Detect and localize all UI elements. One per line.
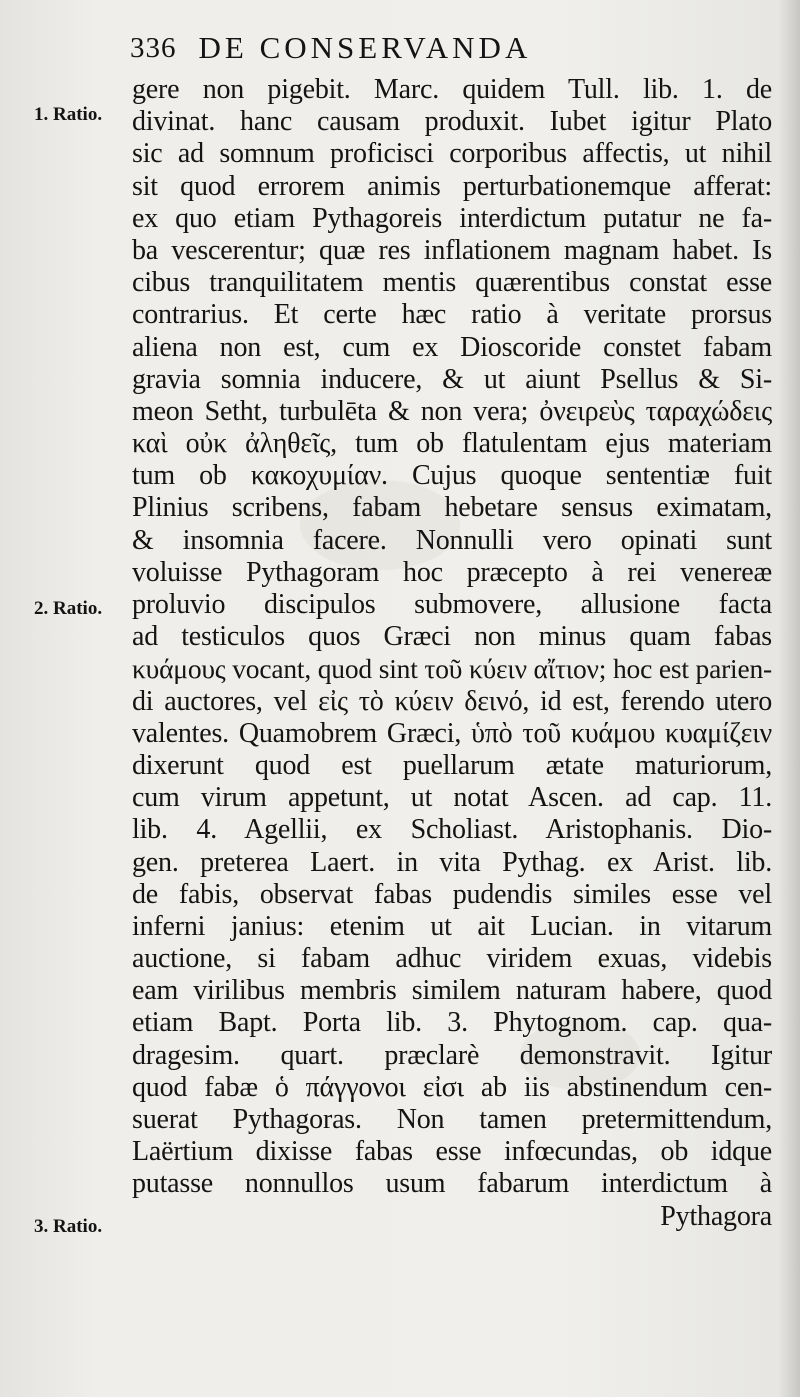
text-line: voluisse Pythagoram hoc præcepto à rei venereæ bbox=[132, 556, 772, 588]
text-line: contrarius. Et certe hæc ratio à veritate prorsus bbox=[132, 299, 772, 331]
margin-note-ratio-1: 1. Ratio. bbox=[34, 104, 103, 125]
text-line: sit quod errorem animis perturbationemque afferat: bbox=[132, 170, 772, 202]
main-text-block bbox=[132, 74, 772, 1233]
text-line: de fabis, observat fabas pudendis similes esse vel bbox=[132, 878, 772, 910]
text-line: inferni janius: etenim ut ait Lucian. in vitarum bbox=[132, 910, 772, 942]
text-line: quod fabæ ὁ πάγγονοι εἰσι ab iis abstinendum cen- bbox=[132, 1071, 772, 1103]
text-line: suerat Pythagoras. Non tamen pretermittendum, bbox=[132, 1104, 772, 1135]
text-line: putasse nonnullos usum fabarum interdictum à bbox=[132, 1168, 772, 1200]
running-title: DE CONSERVANDA bbox=[198, 30, 532, 65]
text-line: proluvio discipulos submovere, allusione facta bbox=[132, 589, 772, 620]
text-line: ba vescerentur; quæ res inflationem magnam habet. Is bbox=[132, 234, 772, 266]
text-line: meon Setht, turbulēta & non vera; ὀνειρεὺς ταραχώδεις bbox=[132, 395, 772, 427]
text-line: eam virilibus membris similem naturam habere, quod bbox=[132, 975, 772, 1007]
margin-note-ratio-3: 3. Ratio. bbox=[34, 1216, 103, 1237]
margin-note-ratio-2: 2. Ratio. bbox=[34, 598, 103, 619]
text-line: & insomnia facere. Nonnulli vero opinati sunt bbox=[132, 524, 772, 556]
text-line: aliena non est, cum ex Dioscoride constet fabam bbox=[132, 331, 772, 363]
text-line: dixerunt quod est puellarum ætate maturiorum, bbox=[132, 749, 772, 781]
text-line: lib. 4. Agellii, ex Scholiast. Aristophanis. Dio- bbox=[132, 814, 772, 846]
text-line: Laërtium dixisse fabas esse infœcundas, ob idque bbox=[132, 1136, 772, 1168]
text-line: gere non pigebit. Marc. quidem Tull. lib. 1. de bbox=[132, 74, 772, 105]
text-line: κυάμους vocant, quod sint τοῦ κύειν αἴτιον; hoc est parien- bbox=[132, 653, 772, 685]
text-line: gen. preterea Laert. in vita Pythag. ex Arist. lib. bbox=[132, 846, 772, 878]
page-number: 336 bbox=[130, 31, 177, 64]
catchword: Pythagora bbox=[660, 1200, 772, 1232]
text-line: cum virum appetunt, ut notat Ascen. ad cap. 11. bbox=[132, 782, 772, 814]
text-line: Plinius scribens, fabam hebetare sensus eximatam, bbox=[132, 492, 772, 524]
text-line: auctione, si fabam adhuc viridem exuas, videbis bbox=[132, 943, 772, 975]
text-line: sic ad somnum proficisci corporibus affectis, ut nihil bbox=[132, 138, 772, 170]
text-line: ad testiculos quos Græci non minus quam fabas bbox=[132, 621, 772, 653]
text-line: καὶ οὐκ ἀληθεῖς, tum ob flatulentam ejus materiam bbox=[132, 428, 772, 460]
text-line: valentes. Quamobrem Græci, ὑπὸ τοῦ κυάμου κυαμίζειν bbox=[132, 717, 772, 749]
text-line: dragesim. quart. præclarè demonstravit. Igitur bbox=[132, 1039, 772, 1071]
text-line: ex quo etiam Pythagoreis interdictum putatur ne fa- bbox=[132, 202, 772, 234]
text-line: etiam Bapt. Porta lib. 3. Phytognom. cap. qua- bbox=[132, 1007, 772, 1039]
text-line: di auctores, vel εἰς τὸ κύειν δεινό, id est, ferendo utero bbox=[132, 685, 772, 717]
page-header bbox=[130, 26, 770, 70]
text-line: gravia somnia inducere, & ut aiunt Psellus & Si- bbox=[132, 363, 772, 395]
text-line: cibus tranquilitatem mentis quærentibus constat esse bbox=[132, 267, 772, 299]
text-line: tum ob κακοχυμίαν. Cujus quoque sententiæ fuit bbox=[132, 460, 772, 492]
text-line: divinat. hanc causam produxit. Iubet igitur Plato bbox=[132, 106, 772, 138]
page-edge-shadow bbox=[778, 0, 800, 1397]
